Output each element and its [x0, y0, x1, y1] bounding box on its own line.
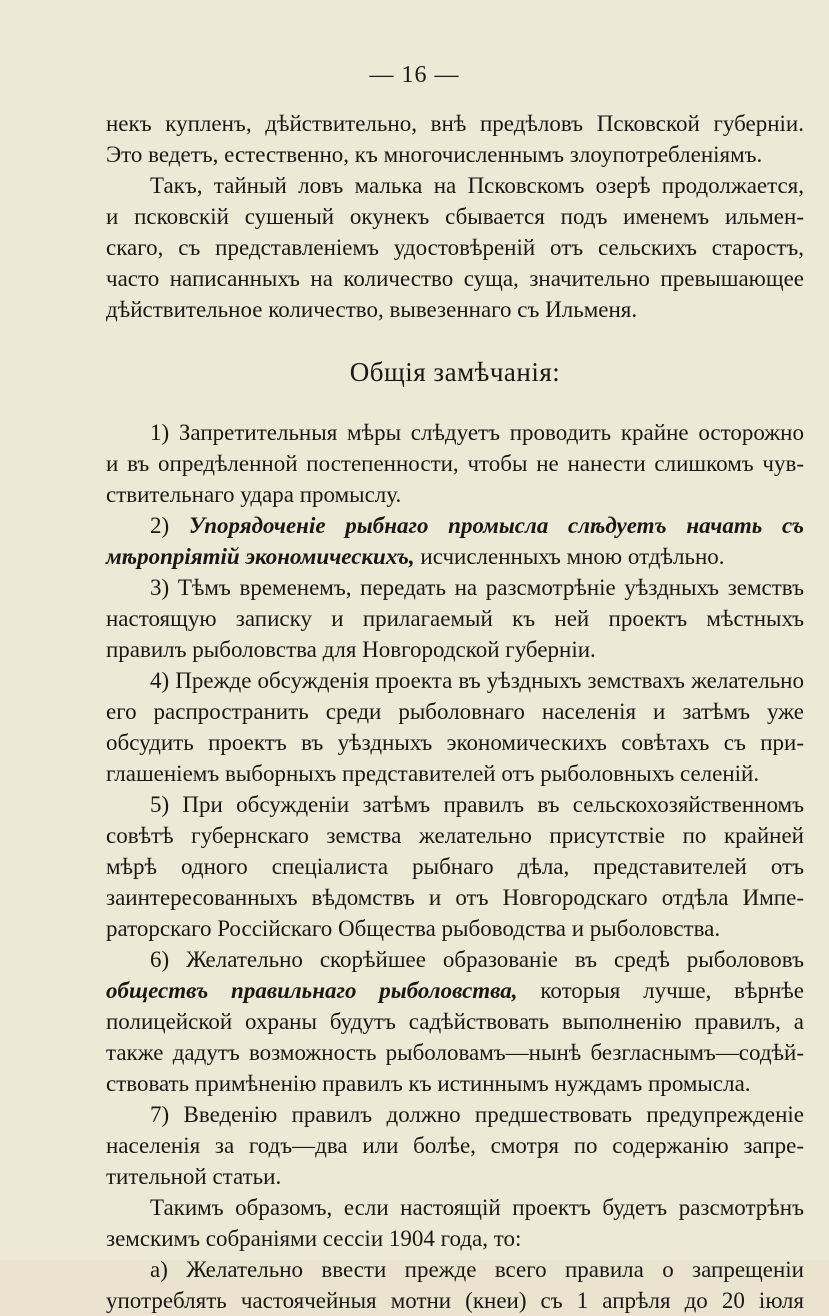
text-line: 6) Желательно скорѣйшее образованіе въ средѣ рыболововъ [150, 947, 804, 972]
text-line: Такъ, тайный ловъ малька на Псковскомъ озерѣ продолжается, [150, 173, 804, 198]
text-line: заинтересованныхъ вѣдомствъ и отъ Новгородскаго отдѣла Импе- [106, 885, 804, 910]
text-line: 1) Запретительныя мѣры слѣдуетъ проводить крайне осторожно [150, 420, 804, 445]
text-line: Это ведетъ, естественно, къ многочисленнымъ злоупотребленіямъ. [106, 142, 763, 167]
text-line: часто написанныхъ на количество суща, значительно превышающее [106, 266, 804, 291]
text-line: и псковскій сушеный окунекъ сбывается подъ именемъ ильмен- [106, 204, 804, 229]
text-line: земскимъ собраніями сессіи 1904 года, то: [106, 1226, 522, 1251]
text-line: правилъ рыболовства для Новгородской губерніи. [106, 637, 596, 662]
emphasized-text: обществъ правильнаго рыболовства, [106, 978, 518, 1003]
section-heading: Общія замѣчанія: [349, 357, 561, 387]
text-line: некъ купленъ, дѣйствительно, внѣ предѣловъ Псковской губерніи. [106, 111, 804, 136]
text-line: также дадутъ возможность рыболовамъ—нынѣ безгласнымъ—содѣй- [106, 1040, 804, 1065]
text-line: ствительнаго удара промыслу. [106, 482, 402, 507]
text-line: а) Желательно ввести прежде всего правила о запрещеніи [150, 1257, 804, 1282]
text-line: употреблять частоячейныя мотни (кнеи) съ 1 апрѣля до 20 іюля [106, 1288, 804, 1313]
text-line [106, 510, 804, 541]
text-run: исчисленныхъ мною отдѣльно. [420, 544, 725, 569]
text-line: полицейской охраны будутъ садѣйствовать выполненію правилъ, а [106, 1009, 804, 1034]
text-line: 3) Тѣмъ временемъ, передать на разсмотрѣніе уѣздныхъ земствъ [150, 575, 804, 600]
text-line: мѣрѣ одного спеціалиста рыбнаго дѣла, представителей отъ [106, 854, 804, 879]
page-body [106, 108, 804, 1316]
emphasized-text: Упорядоченіе рыбнаго промысла слѣдуетъ начать съ [188, 513, 805, 538]
text-line: населенія за годъ—два или болѣе, смотря по содержанію запре- [106, 1133, 804, 1158]
text-line: его распространить среди рыболовнаго населенія и затѣмъ уже [106, 699, 804, 724]
text-line [106, 975, 804, 1006]
text-line: обсудить проектъ въ уѣздныхъ экономическихъ совѣтахъ съ при- [106, 730, 804, 755]
text-line: ствовать примѣненію правилъ къ истиннымъ нуждамъ промысла. [106, 1071, 751, 1096]
text-line: совѣтѣ губернскаго земства желательно присутствіе по крайней [106, 823, 804, 848]
text-line: раторскаго Россійскаго Общества рыбоводства и рыболовства. [106, 916, 721, 941]
text-line: настоящую записку и прилагаемый къ ней проектъ мѣстныхъ [106, 606, 804, 631]
emphasized-text: мѣропріятій экономическихъ, [106, 544, 415, 569]
text-line: скаго, съ представленіемъ удостовѣреній отъ сельскихъ старостъ, [106, 235, 804, 260]
text-line: 7) Введенію правилъ должно предшествовать предупрежденіе [150, 1102, 804, 1127]
text-line: 5) При обсужденіи затѣмъ правилъ въ сельскохозяйственномъ [150, 792, 804, 817]
text-line: дѣйствительное количество, вывезеннаго съ Ильменя. [106, 297, 638, 322]
text-line: и въ опредѣленной постепенности, чтобы не нанести слишкомъ чув- [106, 451, 804, 476]
text-line [106, 541, 804, 572]
text-line: Такимъ образомъ, если настоящій проектъ будетъ разсмотрѣнъ [150, 1195, 804, 1220]
item-number: 2) [150, 513, 170, 538]
text-line: тительной статьи. [106, 1164, 282, 1189]
text-run: которыя лучше, вѣрнѣе [540, 978, 804, 1003]
text-line: 4) Прежде обсужденія проекта въ уѣздныхъ земствахъ желательно [150, 668, 804, 693]
text-line: глашеніемъ выборныхъ представителей отъ рыболовныхъ селеній. [106, 761, 760, 786]
page-number: — 16 — [369, 62, 460, 88]
